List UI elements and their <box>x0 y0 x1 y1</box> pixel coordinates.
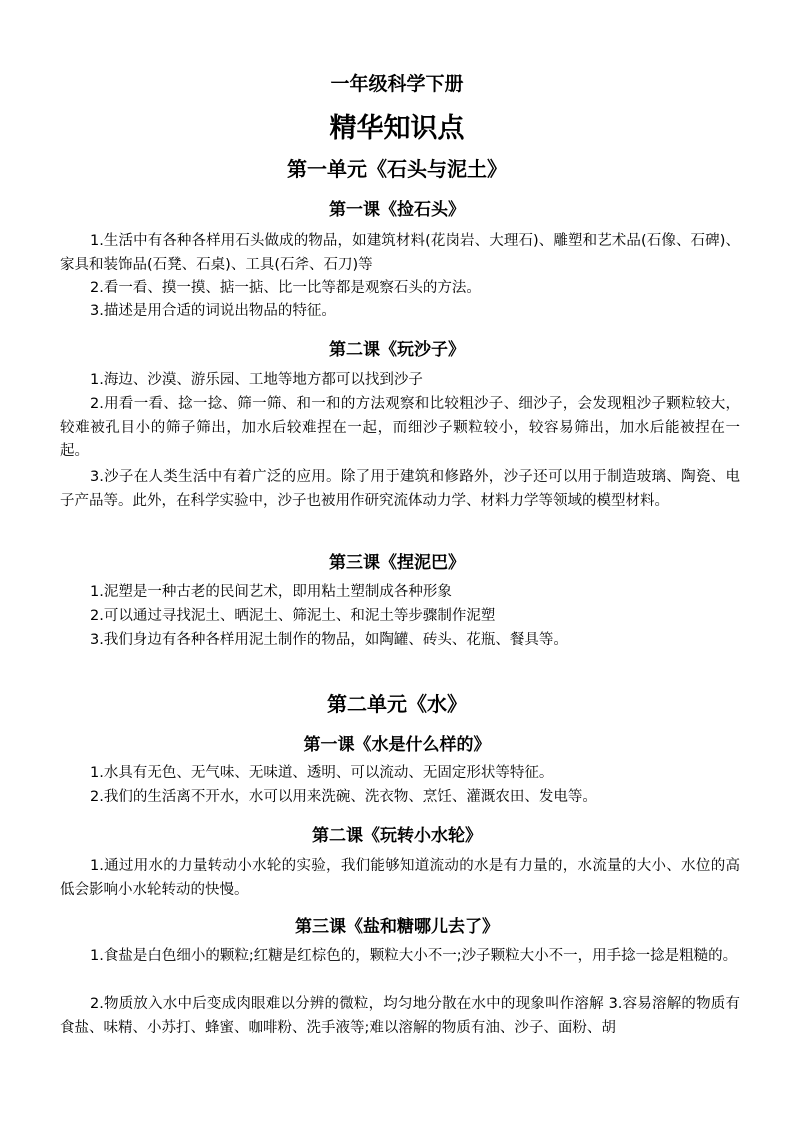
unit2-lesson3-point1: 1.食盐是白色细小的颗粒;红糖是红棕色的，颗粒大小不一;沙子颗粒大小不一，用手捻一捻是粗糙的。 <box>90 948 738 964</box>
unit1-title: 第一单元《石头与泥土》 <box>287 157 507 181</box>
unit1-lesson1-title: 第一课《捡石头》 <box>329 200 465 220</box>
document-title: 精华知识点 <box>329 113 465 144</box>
unit2-title: 第二单元《水》 <box>327 692 467 716</box>
unit1-lesson2-point2: 2.用看一看、捻一捻、筛一筛、和一和的方法观察和比较粗沙子、细沙子，会发现粗沙子颗粒较大，较难被孔目小的筛子筛出，加水后较难捏在一起，而细沙子颗粒较小，较容易筛出，加水后能被捏在一起。 <box>60 396 740 459</box>
unit2-lesson1-title: 第一课《水是什么样的》 <box>303 735 491 755</box>
unit2-lesson1-point1: 1.水具有无色、无气味、无味道、透明、可以流动、无固定形状等特征。 <box>90 765 554 781</box>
unit2-lesson3-title: 第三课《盐和糖哪儿去了》 <box>295 917 499 937</box>
unit2-lesson2-point1: 1.通过用水的力量转动小水轮的实验，我们能够知道流动的水是有力量的，水流量的大小、水位的高低会影响小水轮转动的快慢。 <box>60 858 740 898</box>
unit1-lesson1-point3: 3.描述是用合适的词说出物品的特征。 <box>90 303 336 319</box>
unit2-lesson3-point2: 2.物质放入水中后变成肉眼难以分辨的微粒，均匀地分散在水中的现象叫作溶解 3.容易溶解的物质有食盐、味精、小苏打、蜂蜜、咖啡粉、洗手液等;难以溶解的物质有油、沙子、面粉、胡 <box>60 996 740 1036</box>
unit1-lesson3-point2: 2.可以通过寻找泥土、晒泥土、筛泥土、和泥土等步骤制作泥塑 <box>90 608 496 624</box>
unit1-lesson2-point3: 3.沙子在人类生活中有着广泛的应用。除了用于建筑和修路外，沙子还可以用于制造玻璃、陶瓷、电子产品等。此外，在科学实验中，沙子也被用作研究流体动力学、材料力学等领域的模型材料。 <box>60 469 740 509</box>
unit2-lesson1-point2: 2.我们的生活离不开水，水可以用来洗碗、洗衣物、烹饪、灌溉农田、发电等。 <box>90 789 597 805</box>
unit1-lesson3-point1: 1.泥塑是一种古老的民间艺术，即用粘土塑制成各种形象 <box>90 584 452 600</box>
unit1-lesson2-title: 第二课《玩沙子》 <box>329 340 465 360</box>
unit1-lesson1-point2: 2.看一看、摸一摸、掂一掂、比一比等都是观察石头的方法。 <box>90 280 481 296</box>
document-subtitle: 一年级科学下册 <box>330 73 464 95</box>
unit1-lesson3-point3: 3.我们身边有各种各样用泥土制作的物品，如陶罐、砖头、花瓶、餐具等。 <box>90 632 568 648</box>
unit1-lesson3-title: 第三课《捏泥巴》 <box>329 553 465 573</box>
unit2-lesson2-title: 第二课《玩转小水轮》 <box>312 826 482 846</box>
unit1-lesson2-point1: 1.海边、沙漠、游乐园、工地等地方都可以找到沙子 <box>90 372 423 388</box>
unit1-lesson1-point1: 1.生活中有各种各样用石头做成的物品，如建筑材料(花岗岩、大理石)、雕塑和艺术品(石像、石碑)、家具和装饰品(石凳、石桌)、工具(石斧、石刀)等 <box>60 233 740 273</box>
